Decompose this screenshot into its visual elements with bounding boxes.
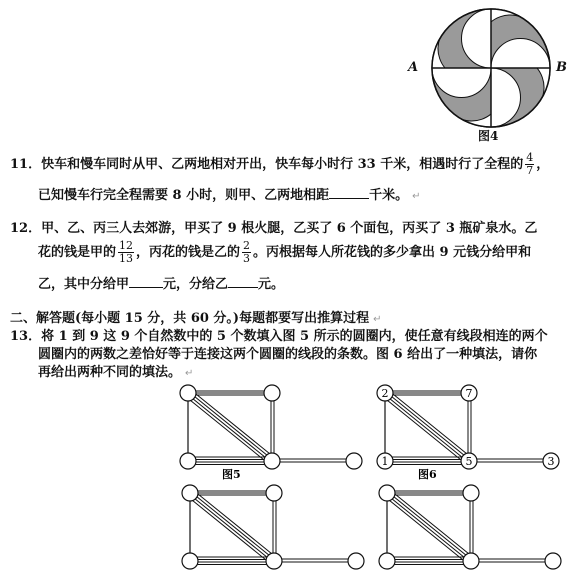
figure-6-node-bottom-left: 1: [381, 455, 389, 468]
question-12-number: 12: [10, 221, 29, 236]
answer-blank-jia[interactable]: [129, 275, 163, 288]
figure-6-node-top-left: 2: [381, 387, 389, 400]
question-11-line-1: 11．快车和慢车同时从甲、乙两地相对开出，快车每小时行 33 千米，相遇时行了全程的 $\frac{4}{7}$ ，: [10, 151, 550, 177]
question-12-line-1: [10, 217, 537, 236]
figure-5-graph: [180, 385, 362, 469]
paragraph-mark-icon: ↵: [185, 368, 194, 379]
question-13-line-3: 再给出两种不同的填法。 ↵: [38, 365, 194, 380]
figure-4: [400, 0, 587, 145]
question-11-number: 11: [10, 157, 29, 172]
question-12-line-3: 乙，其中分给甲 元，分给乙 元。: [38, 277, 285, 292]
question-11-line-2: 已知慢车行完全程需要 8 小时，则甲、乙两地相距 千米。 ↵: [38, 188, 421, 203]
paragraph-mark-icon: ↵: [373, 314, 382, 325]
fraction-4-7: $\frac{4}{7}$: [526, 151, 534, 177]
label-b: B: [556, 60, 567, 75]
figure-6-node-top-right: 7: [465, 387, 473, 400]
fraction-12-13: $\frac{12}{13}$: [119, 239, 134, 265]
graph-figures: [0, 375, 587, 575]
question-12-text-1: ．甲、乙、丙三人去郊游，甲买了 9 根火腿，乙买了 6 个面包，丙买了 3 瓶矿泉水。乙: [28, 221, 538, 236]
figure-6-node-right: 3: [547, 455, 555, 468]
blank-graph-left: [182, 485, 364, 569]
section-2-heading: 二、解答题(每小题 15 分，共 60 分。)每题都要写出推算过程 ↵: [10, 311, 382, 326]
paragraph-mark-icon: ↵: [412, 191, 421, 202]
question-11-text-1: ．快车和慢车同时从甲、乙两地相对开出，快车每小时行 33 千米，相遇时行了全程的: [28, 157, 524, 172]
question-12-line-2: 花的钱是甲的 $\frac{12}{13}$ ，丙花的钱是乙的 $\frac{2}{3}$ 。丙根据每人所花钱的多少拿出 9 元钱分给甲和: [38, 239, 532, 265]
answer-blank-distance[interactable]: [329, 186, 369, 199]
figure-6-node-bottom-mid: 5: [465, 455, 473, 468]
figure-5-caption: 图5: [222, 468, 241, 481]
question-13-line-2: 圆圈内的两数之差恰好等于连接这两个圆圈的线段的条数。图 6 给出了一种填法，请你: [38, 347, 538, 362]
fraction-2-3: $\frac{2}{3}$: [243, 239, 251, 265]
answer-blank-yi[interactable]: [228, 275, 258, 288]
blank-graph-right: [379, 485, 561, 569]
question-13-line-1: 13．将 1 到 9 这 9 个自然数中的 5 个数填入图 5 所示的圆圈内，使任意有线段相连的两个: [10, 329, 548, 344]
figure-6-caption: 图6: [418, 468, 437, 481]
label-a: A: [408, 60, 419, 75]
question-11-text-2: 已知慢车行完全程需要 8 小时，则甲、乙两地相距: [38, 188, 330, 203]
question-13-number: 13: [10, 329, 29, 344]
figure-4-caption: 图4: [478, 129, 499, 143]
